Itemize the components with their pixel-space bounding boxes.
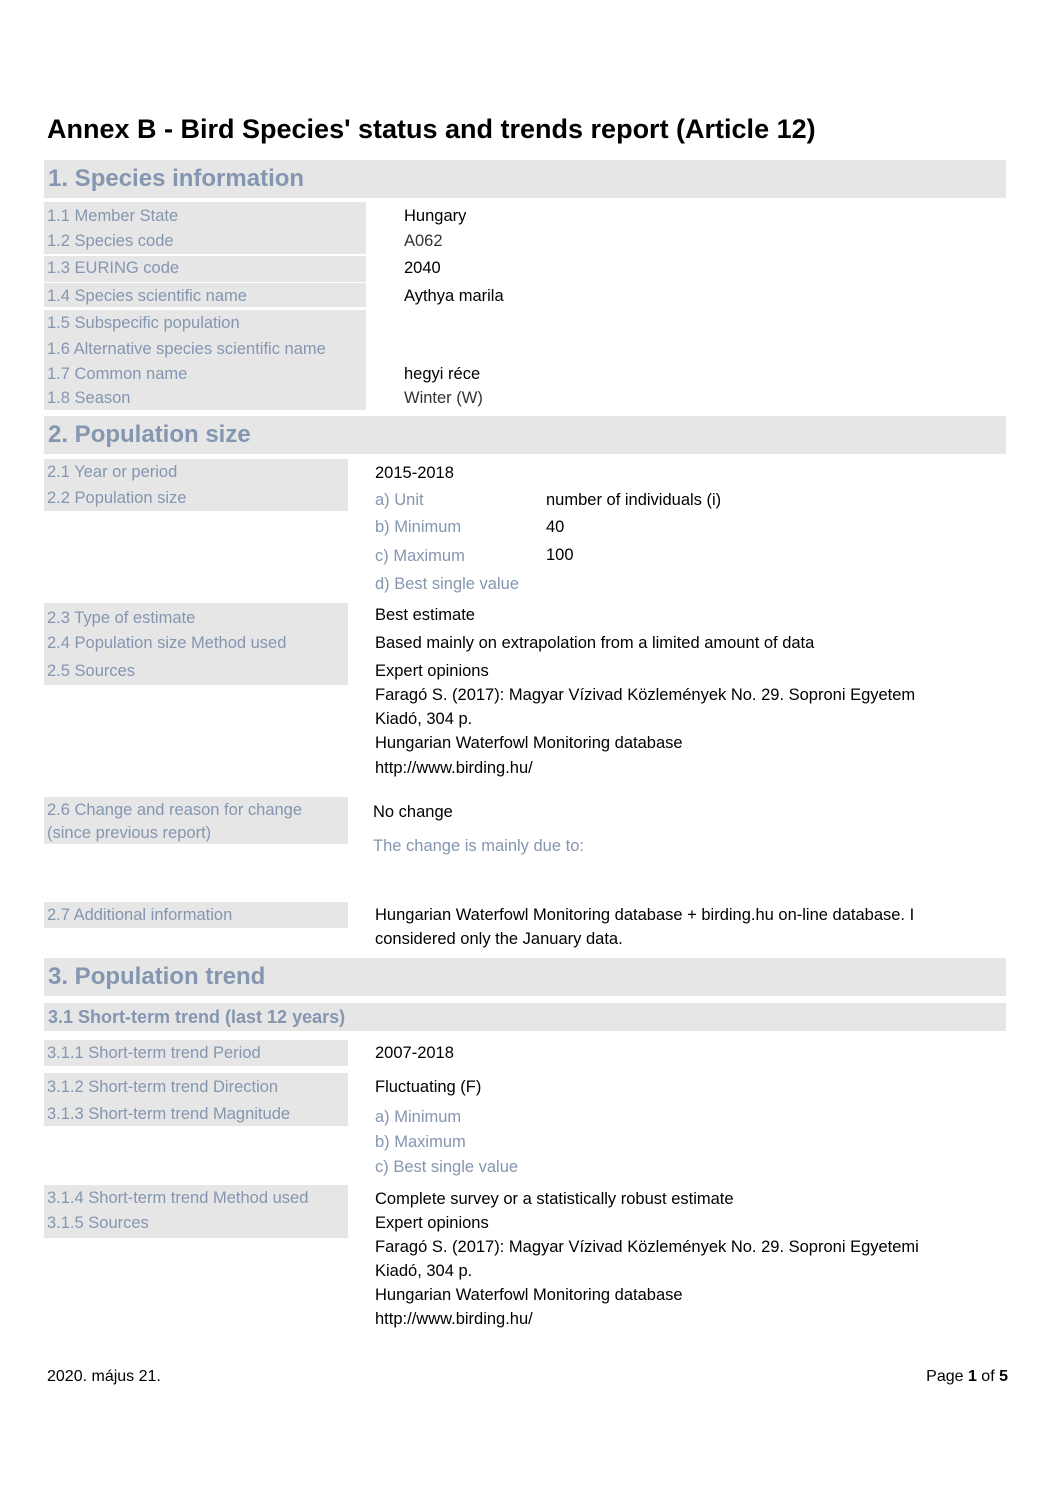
- method-used-value: Based mainly on extrapolation from a limited amount of data: [375, 634, 815, 652]
- minimum-value: 40: [546, 518, 565, 536]
- trend-magnitude-label: 3.1.3 Short-term trend Magnitude: [47, 1105, 291, 1123]
- page-prefix: Page: [926, 1368, 968, 1385]
- page-number: [926, 1368, 1008, 1386]
- magnitude-best-label: c) Best single value: [375, 1158, 519, 1176]
- year-period-value: 2015-2018: [375, 464, 454, 482]
- additional-info-line: considered only the January data.: [375, 930, 623, 948]
- maximum-value: 100: [546, 546, 574, 564]
- sources-line: Faragó S. (2017): Magyar Vízivad Közlemények No. 29. Soproni Egyetem: [375, 686, 916, 704]
- trend-sources-line: Expert opinions: [375, 1214, 489, 1232]
- species-code-label: 1.2 Species code: [47, 232, 174, 250]
- season-label: 1.8 Season: [47, 389, 131, 407]
- subsection-short-term-trend: [44, 1003, 1006, 1031]
- method-used-label: 2.4 Population size Method used: [47, 634, 287, 652]
- type-of-estimate-label: 2.3 Type of estimate: [47, 609, 196, 627]
- sources-line: Expert opinions: [375, 662, 489, 680]
- page-total: 5: [999, 1368, 1008, 1385]
- sources-label: 2.5 Sources: [47, 662, 136, 680]
- change-reason-label: 2.6 Change and reason for change: [47, 801, 303, 819]
- common-name-label: 1.7 Common name: [47, 365, 188, 383]
- type-of-estimate-value: Best estimate: [375, 606, 475, 624]
- change-value: No change: [373, 803, 453, 821]
- trend-direction-label: 3.1.2 Short-term trend Direction: [47, 1078, 279, 1096]
- member-state-label: 1.1 Member State: [47, 207, 179, 225]
- footer-date: 2020. május 21.: [47, 1368, 161, 1385]
- alternative-name-label: 1.6 Alternative species scientific name: [47, 340, 326, 358]
- euring-code-value: 2040: [404, 259, 441, 277]
- season-value: Winter (W): [404, 389, 483, 407]
- unit-label: a) Unit: [375, 491, 424, 509]
- trend-period-label: 3.1.1 Short-term trend Period: [47, 1044, 261, 1062]
- magnitude-maximum-label: b) Maximum: [375, 1133, 466, 1151]
- trend-method-value: Complete survey or a statistically robust estimate: [375, 1190, 734, 1208]
- trend-method-label: 3.1.4 Short-term trend Method used: [47, 1189, 309, 1207]
- document-title: Annex B - Bird Species' status and trends report (Article 12): [47, 114, 816, 144]
- page-current: 1: [967, 1368, 977, 1385]
- population-size-label: 2.2 Population size: [47, 489, 187, 507]
- page-of: of: [976, 1368, 1000, 1385]
- subspecific-population-label: 1.5 Subspecific population: [47, 314, 240, 332]
- unit-value: number of individuals (i): [546, 491, 722, 509]
- euring-code-label: 1.3 EURING code: [47, 259, 180, 277]
- best-single-value-label: d) Best single value: [375, 575, 519, 593]
- year-period-label: 2.1 Year or period: [47, 463, 178, 481]
- section-species-information: [44, 160, 1006, 198]
- trend-sources-line: Kiadó, 304 p.: [375, 1262, 473, 1280]
- additional-info-label: 2.7 Additional information: [47, 906, 233, 924]
- sources-line: Kiadó, 304 p.: [375, 710, 473, 728]
- trend-sources-line: http://www.birding.hu/: [375, 1310, 533, 1328]
- species-code-value: A062: [404, 232, 443, 250]
- minimum-label: b) Minimum: [375, 518, 462, 536]
- member-state-value: Hungary: [404, 207, 467, 225]
- change-reason-text: The change is mainly due to:: [373, 837, 584, 855]
- trend-sources-label: 3.1.5 Sources: [47, 1214, 149, 1232]
- magnitude-minimum-label: a) Minimum: [375, 1108, 462, 1126]
- subsection-heading: 3.1 Short-term trend (last 12 years): [48, 1007, 346, 1027]
- section-heading: 3. Population trend: [48, 963, 266, 990]
- trend-period-value: 2007-2018: [375, 1044, 454, 1062]
- trend-sources-line: Hungarian Waterfowl Monitoring database: [375, 1286, 683, 1304]
- change-reason-label-cont: (since previous report): [47, 824, 212, 842]
- trend-direction-value: Fluctuating (F): [375, 1078, 482, 1096]
- sources-line: Hungarian Waterfowl Monitoring database: [375, 734, 683, 752]
- sources-line: http://www.birding.hu/: [375, 759, 533, 777]
- trend-sources-line: Faragó S. (2017): Magyar Vízivad Közlemények No. 29. Soproni Egyetemi: [375, 1238, 919, 1256]
- additional-info-line: Hungarian Waterfowl Monitoring database + birding.hu on-line database. I: [375, 906, 915, 924]
- maximum-label: c) Maximum: [375, 547, 465, 565]
- section-heading: 1. Species information: [48, 165, 305, 192]
- section-heading: 2. Population size: [48, 421, 251, 448]
- common-name-value: hegyi réce: [404, 365, 481, 383]
- scientific-name-label: 1.4 Species scientific name: [47, 287, 247, 305]
- section-population-size: [44, 416, 1006, 454]
- section-population-trend: [44, 958, 1006, 996]
- scientific-name-value: Aythya marila: [404, 287, 504, 305]
